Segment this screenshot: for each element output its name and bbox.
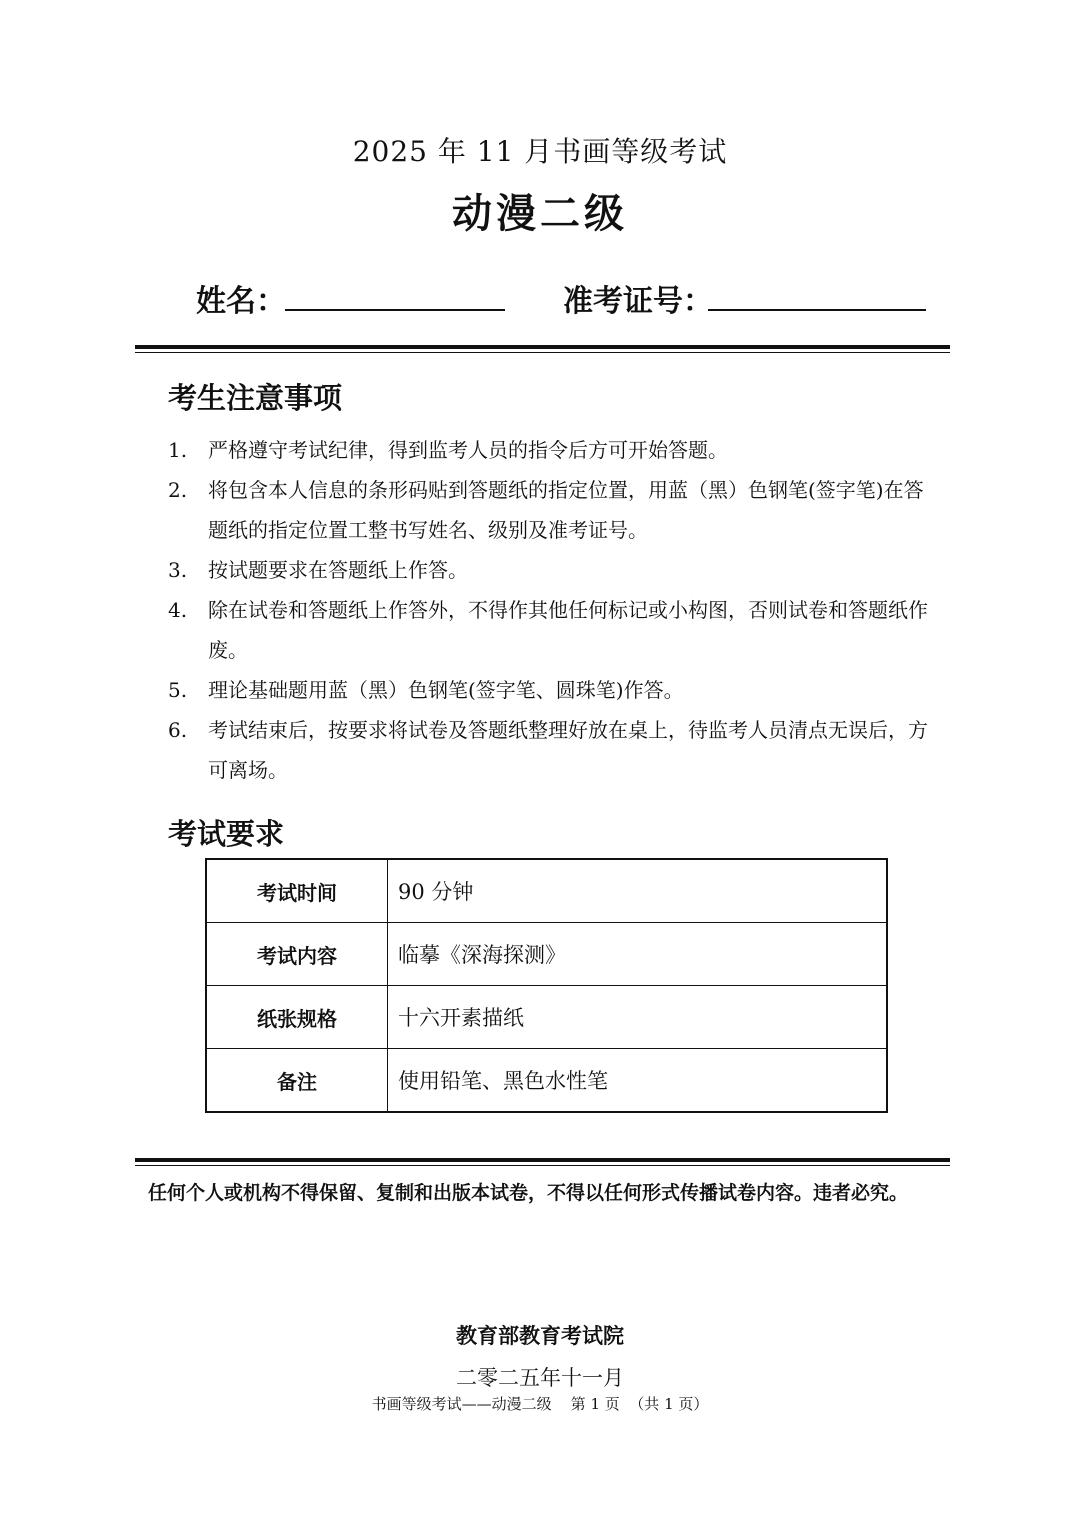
- name-field[interactable]: [285, 309, 505, 311]
- requirement-value: 90 分钟: [388, 859, 888, 923]
- exam-id-label: 准考证号：: [563, 284, 713, 319]
- exam-id-field[interactable]: [708, 309, 926, 311]
- notice-item: [168, 430, 928, 470]
- notice-item: [168, 550, 928, 590]
- requirement-value: 十六开素描纸: [388, 986, 888, 1049]
- notice-text: 按试题要求在答题纸上作答。: [208, 558, 468, 582]
- notice-number: 2.: [168, 478, 188, 502]
- requirement-value: 临摹《深海探测》: [388, 923, 888, 986]
- notice-number: 1.: [168, 438, 188, 462]
- notice-text: 将包含本人信息的条形码贴到答题纸的指定位置，用蓝（黑）色钢笔(签字笔)在答题纸的指定位置工整书写姓名、级别及准考证号。: [208, 478, 924, 542]
- exam-title: 2025 年 11 月书画等级考试: [352, 135, 728, 168]
- exam-level-title: 动漫二级: [452, 191, 628, 237]
- name-label: 姓名：: [196, 284, 286, 319]
- issue-date: 二零二五年十一月: [456, 1366, 624, 1390]
- notice-text: 考试结束后，按要求将试卷及答题纸整理好放在桌上，待监考人员清点无误后，方可离场。: [208, 718, 928, 782]
- requirement-key: 考试时间: [206, 859, 388, 923]
- notice-list: [168, 430, 928, 790]
- notice-item: [168, 710, 928, 790]
- notice-text: 除在试卷和答题纸上作答外，不得作其他任何标记或小构图，否则试卷和答题纸作废。: [208, 598, 928, 662]
- notice-number: 6.: [168, 718, 188, 742]
- notice-item: [168, 670, 928, 710]
- divider-bottom-thin: [135, 1165, 950, 1166]
- table-row: [206, 923, 887, 986]
- notice-text: 严格遵守考试纪律，得到监考人员的指令后方可开始答题。: [208, 438, 728, 462]
- table-row: [206, 1049, 887, 1113]
- requirement-key: 考试内容: [206, 923, 388, 986]
- notice-number: 5.: [168, 678, 188, 702]
- requirements-table: [205, 858, 888, 1113]
- divider-top-thick: [135, 345, 950, 349]
- notices-heading: 考生注意事项: [168, 381, 343, 415]
- requirements-heading: 考试要求: [168, 817, 285, 851]
- table-row: [206, 859, 887, 923]
- notice-number: 4.: [168, 598, 188, 622]
- table-row: [206, 986, 887, 1049]
- copyright-notice: 任何个人或机构不得保留、复制和出版本试卷，不得以任何形式传播试卷内容。违者必究。: [148, 1182, 909, 1204]
- page-footer: 书画等级考试——动漫二级 第 1 页 （共 1 页）: [371, 1395, 709, 1413]
- requirement-key: 备注: [206, 1049, 388, 1113]
- notice-number: 3.: [168, 558, 188, 582]
- divider-top-thin: [135, 352, 950, 353]
- divider-bottom-thick: [135, 1158, 950, 1162]
- notice-item: [168, 590, 928, 670]
- requirement-key: 纸张规格: [206, 986, 388, 1049]
- notice-item: [168, 470, 928, 550]
- notice-text: 理论基础题用蓝（黑）色钢笔(签字笔、圆珠笔)作答。: [208, 678, 684, 702]
- requirement-value: 使用铅笔、黑色水性笔: [388, 1049, 888, 1113]
- issuer: 教育部教育考试院: [456, 1323, 624, 1348]
